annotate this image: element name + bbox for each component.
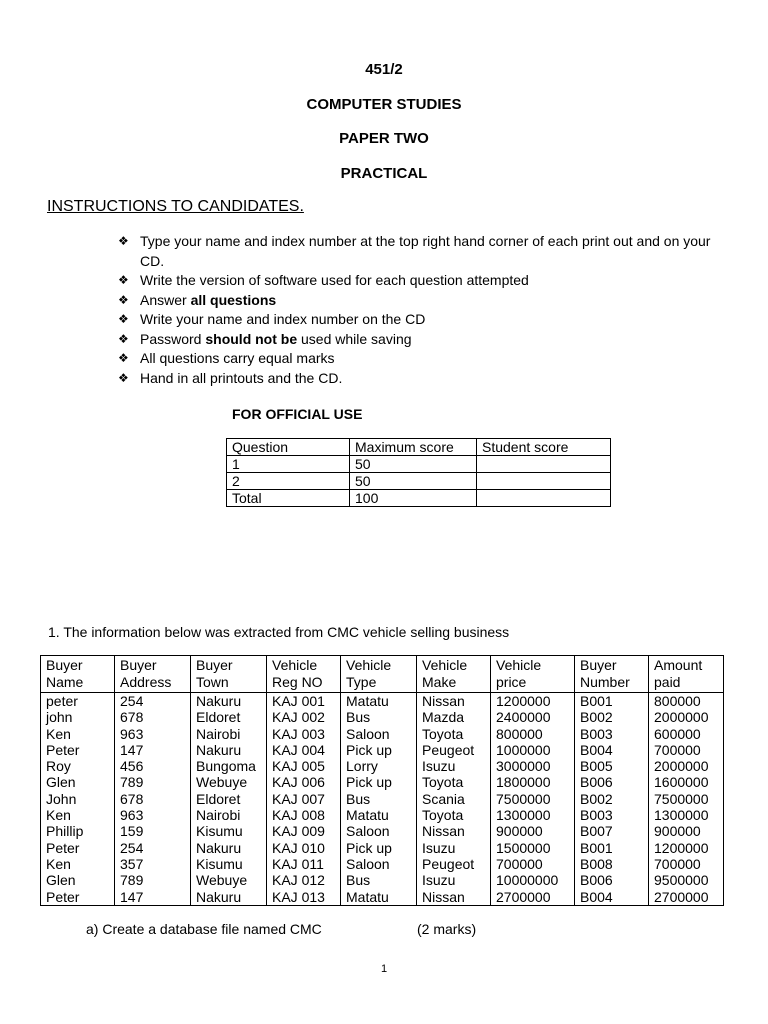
diamond-bullet-icon: ❖ (118, 331, 129, 346)
paper-type: PRACTICAL (340, 165, 428, 182)
score-cell: 2 (227, 473, 350, 490)
table-cell: B002 (575, 791, 649, 807)
table-row (41, 693, 724, 710)
table-row (41, 791, 724, 807)
table-cell: Isuzu (417, 872, 491, 888)
table-row (41, 823, 724, 839)
score-cell: 100 (350, 490, 477, 507)
table-cell: 2400000 (491, 709, 575, 725)
table-cell: Phillip (41, 823, 115, 839)
column-header-line: Number (580, 674, 630, 690)
instruction-text: Write your name and index number on the CD (140, 311, 426, 327)
table-cell: Glen (41, 872, 115, 888)
table-cell: 456 (115, 758, 191, 774)
table-cell: Webuye (191, 872, 267, 888)
table-cell: Bus (341, 709, 417, 725)
table-cell: Kisumu (191, 856, 267, 872)
table-row (41, 872, 724, 888)
table-cell: 2000000 (649, 709, 724, 725)
score-cell: Question (227, 439, 350, 456)
table-cell: Pick up (341, 742, 417, 758)
table-cell: 2700000 (649, 889, 724, 906)
column-header (341, 656, 417, 693)
instructions-list (118, 232, 728, 388)
table-cell: Pick up (341, 774, 417, 790)
table-cell: 147 (115, 742, 191, 758)
table-cell: Isuzu (417, 840, 491, 856)
table-cell: Eldoret (191, 709, 267, 725)
table-cell: Nakuru (191, 840, 267, 856)
table-cell: 1200000 (491, 693, 575, 710)
column-header-line: Make (422, 674, 457, 690)
table-cell: 963 (115, 807, 191, 823)
table-cell: KAJ 001 (267, 693, 341, 710)
table-cell: Isuzu (417, 758, 491, 774)
task-a (86, 921, 477, 937)
table-cell: B006 (575, 774, 649, 790)
table-cell: 800000 (649, 693, 724, 710)
vehicle-sales-table (40, 655, 724, 906)
table-cell: 1300000 (491, 807, 575, 823)
instruction-text: Type your name and index number at the top right hand corner of each print out and on your CD. (140, 233, 711, 269)
question-1-intro: 1. The information below was extracted from CMC vehicle selling business (48, 624, 510, 640)
column-header (649, 656, 724, 693)
column-header-line: Town (196, 674, 229, 690)
table-cell: 9500000 (649, 872, 724, 888)
table-cell: Nakuru (191, 742, 267, 758)
score-cell (477, 456, 611, 473)
score-row (227, 473, 611, 490)
table-cell: Nakuru (191, 889, 267, 906)
table-cell: 1200000 (649, 840, 724, 856)
table-cell: KAJ 013 (267, 889, 341, 906)
table-header-row (41, 656, 724, 693)
table-cell: B003 (575, 807, 649, 823)
table-cell: B002 (575, 709, 649, 725)
table-cell: B001 (575, 840, 649, 856)
diamond-bullet-icon: ❖ (118, 351, 129, 365)
score-cell: 1 (227, 456, 350, 473)
instruction-item (118, 349, 728, 369)
table-cell: 2700000 (491, 889, 575, 906)
table-cell: Ken (41, 726, 115, 742)
table-cell: Peugeot (417, 856, 491, 872)
table-cell: KAJ 006 (267, 774, 341, 790)
task-a-text: a) Create a database file named CMC (86, 921, 322, 937)
column-header (575, 656, 649, 693)
table-cell: John (41, 791, 115, 807)
table-cell: 7500000 (649, 791, 724, 807)
table-cell: Eldoret (191, 791, 267, 807)
table-cell: 678 (115, 709, 191, 725)
table-cell: 159 (115, 823, 191, 839)
table-cell: 900000 (491, 823, 575, 839)
table-cell: Nairobi (191, 726, 267, 742)
table-cell: Lorry (341, 758, 417, 774)
instruction-item (118, 232, 728, 271)
table-cell: 2000000 (649, 758, 724, 774)
instruction-item (118, 369, 728, 389)
diamond-bullet-icon: ❖ (118, 273, 129, 287)
table-cell: Ken (41, 807, 115, 823)
table-cell: 600000 (649, 726, 724, 742)
table-cell: Scania (417, 791, 491, 807)
table-cell: B003 (575, 726, 649, 742)
score-cell: 50 (350, 456, 477, 473)
column-header (267, 656, 341, 693)
table-cell: 900000 (649, 823, 724, 839)
table-cell: KAJ 007 (267, 791, 341, 807)
diamond-bullet-icon: ❖ (118, 312, 129, 326)
table-cell: KAJ 011 (267, 856, 341, 872)
table-cell: Kisumu (191, 823, 267, 839)
table-cell: KAJ 005 (267, 758, 341, 774)
column-header-line: Address (120, 674, 172, 690)
table-cell: 10000000 (491, 872, 575, 888)
table-cell: Nairobi (191, 807, 267, 823)
table-cell: 147 (115, 889, 191, 906)
table-cell: john (41, 709, 115, 725)
column-header-line: Name (46, 674, 84, 690)
column-header-line: Buyer (196, 657, 233, 673)
official-score-table (226, 438, 611, 507)
column-header-line: Buyer (580, 657, 617, 673)
table-cell: Ken (41, 856, 115, 872)
score-row (227, 490, 611, 507)
instruction-emphasis: should not be (205, 330, 298, 347)
table-cell: Bungoma (191, 758, 267, 774)
table-cell: 1300000 (649, 807, 724, 823)
diamond-bullet-icon: ❖ (118, 234, 129, 248)
column-header-line: Buyer (46, 657, 83, 673)
table-cell: 1800000 (491, 774, 575, 790)
table-cell: Saloon (341, 856, 417, 872)
table-cell: 700000 (491, 856, 575, 872)
score-row (227, 439, 611, 456)
table-cell: Peugeot (417, 742, 491, 758)
column-header-line: price (496, 674, 527, 690)
table-cell: 800000 (491, 726, 575, 742)
table-row (41, 742, 724, 758)
score-row (227, 456, 611, 473)
table-cell: 700000 (649, 742, 724, 758)
table-cell: Webuye (191, 774, 267, 790)
instruction-text: Password (140, 330, 206, 347)
table-cell: Saloon (341, 823, 417, 839)
instruction-text: All questions carry equal marks (140, 350, 335, 366)
table-cell: B006 (575, 872, 649, 888)
subject-title: COMPUTER STUDIES (306, 96, 462, 113)
instruction-item (118, 291, 728, 311)
table-row (41, 889, 724, 906)
score-cell: Total (227, 490, 350, 507)
table-cell: Peter (41, 889, 115, 906)
table-cell: Pick up (341, 840, 417, 856)
table-cell: 789 (115, 872, 191, 888)
instruction-item (118, 271, 728, 291)
task-a-marks: (2 marks) (417, 921, 477, 937)
table-cell: Toyota (417, 807, 491, 823)
table-cell: B004 (575, 742, 649, 758)
column-header-line: Buyer (120, 657, 157, 673)
table-row (41, 774, 724, 790)
table-cell: Bus (341, 872, 417, 888)
column-header-line: Vehicle (422, 657, 468, 673)
instruction-item (118, 330, 728, 350)
table-cell: KAJ 009 (267, 823, 341, 839)
table-cell: Toyota (417, 726, 491, 742)
table-cell: Nissan (417, 889, 491, 906)
instructions-heading: INSTRUCTIONS TO CANDIDATES. (47, 198, 304, 215)
table-cell: Toyota (417, 774, 491, 790)
table-cell: peter (41, 693, 115, 710)
table-cell: 1000000 (491, 742, 575, 758)
column-header (491, 656, 575, 693)
table-cell: B007 (575, 823, 649, 839)
official-use-title: FOR OFFICIAL USE (232, 406, 363, 422)
table-cell: Nakuru (191, 693, 267, 710)
table-cell: B008 (575, 856, 649, 872)
score-cell (477, 490, 611, 507)
table-cell: KAJ 008 (267, 807, 341, 823)
table-cell: 254 (115, 840, 191, 856)
column-header-line: Vehicle (496, 657, 542, 673)
score-cell: Student score (477, 439, 611, 456)
page-number: 1 (380, 963, 388, 975)
table-cell: Saloon (341, 726, 417, 742)
table-row (41, 807, 724, 823)
table-row (41, 758, 724, 774)
table-cell: Nissan (417, 693, 491, 710)
table-cell: 700000 (649, 856, 724, 872)
table-cell: KAJ 012 (267, 872, 341, 888)
table-cell: 7500000 (491, 791, 575, 807)
table-cell: KAJ 003 (267, 726, 341, 742)
instruction-text: used while saving (297, 330, 412, 347)
table-cell: KAJ 010 (267, 840, 341, 856)
instruction-item (118, 310, 728, 330)
paper-title: PAPER TWO (339, 130, 429, 147)
instruction-text: Answer (140, 291, 191, 308)
score-cell: Maximum score (350, 439, 477, 456)
column-header-line: Amount (654, 657, 703, 673)
table-cell: Bus (341, 791, 417, 807)
table-cell: 1500000 (491, 840, 575, 856)
table-cell: B005 (575, 758, 649, 774)
table-cell: Matatu (341, 693, 417, 710)
table-cell: B004 (575, 889, 649, 906)
table-cell: KAJ 004 (267, 742, 341, 758)
table-cell: Glen (41, 774, 115, 790)
table-row (41, 856, 724, 872)
table-cell: 789 (115, 774, 191, 790)
instruction-text: Hand in all printouts and the CD. (140, 369, 343, 386)
diamond-bullet-icon: ❖ (118, 370, 129, 385)
table-cell: 963 (115, 726, 191, 742)
table-cell: Matatu (341, 807, 417, 823)
score-cell: 50 (350, 473, 477, 490)
table-cell: 678 (115, 791, 191, 807)
table-cell: Nissan (417, 823, 491, 839)
table-cell: Roy (41, 758, 115, 774)
instruction-text: Write the version of software used for each question attempted (140, 272, 529, 288)
column-header (417, 656, 491, 693)
column-header-line: Vehicle (272, 657, 318, 673)
table-row (41, 709, 724, 725)
column-header-line: Type (346, 674, 377, 690)
table-cell: KAJ 002 (267, 709, 341, 725)
paper-code: 451/2 (365, 61, 403, 78)
table-cell: 357 (115, 856, 191, 872)
table-cell: B001 (575, 693, 649, 710)
table-row (41, 840, 724, 856)
column-header-line: Vehicle (346, 657, 392, 673)
table-cell: 3000000 (491, 758, 575, 774)
score-cell (477, 473, 611, 490)
column-header-line: paid (654, 674, 681, 690)
table-row (41, 726, 724, 742)
column-header (191, 656, 267, 693)
table-cell: Peter (41, 742, 115, 758)
diamond-bullet-icon: ❖ (118, 292, 129, 307)
column-header (41, 656, 115, 693)
column-header (115, 656, 191, 693)
instruction-emphasis: all questions (190, 291, 277, 308)
table-cell: Peter (41, 840, 115, 856)
column-header-line: Reg NO (272, 674, 323, 690)
table-cell: 1600000 (649, 774, 724, 790)
table-cell: Matatu (341, 889, 417, 906)
table-cell: Mazda (417, 709, 491, 725)
table-cell: 254 (115, 693, 191, 710)
